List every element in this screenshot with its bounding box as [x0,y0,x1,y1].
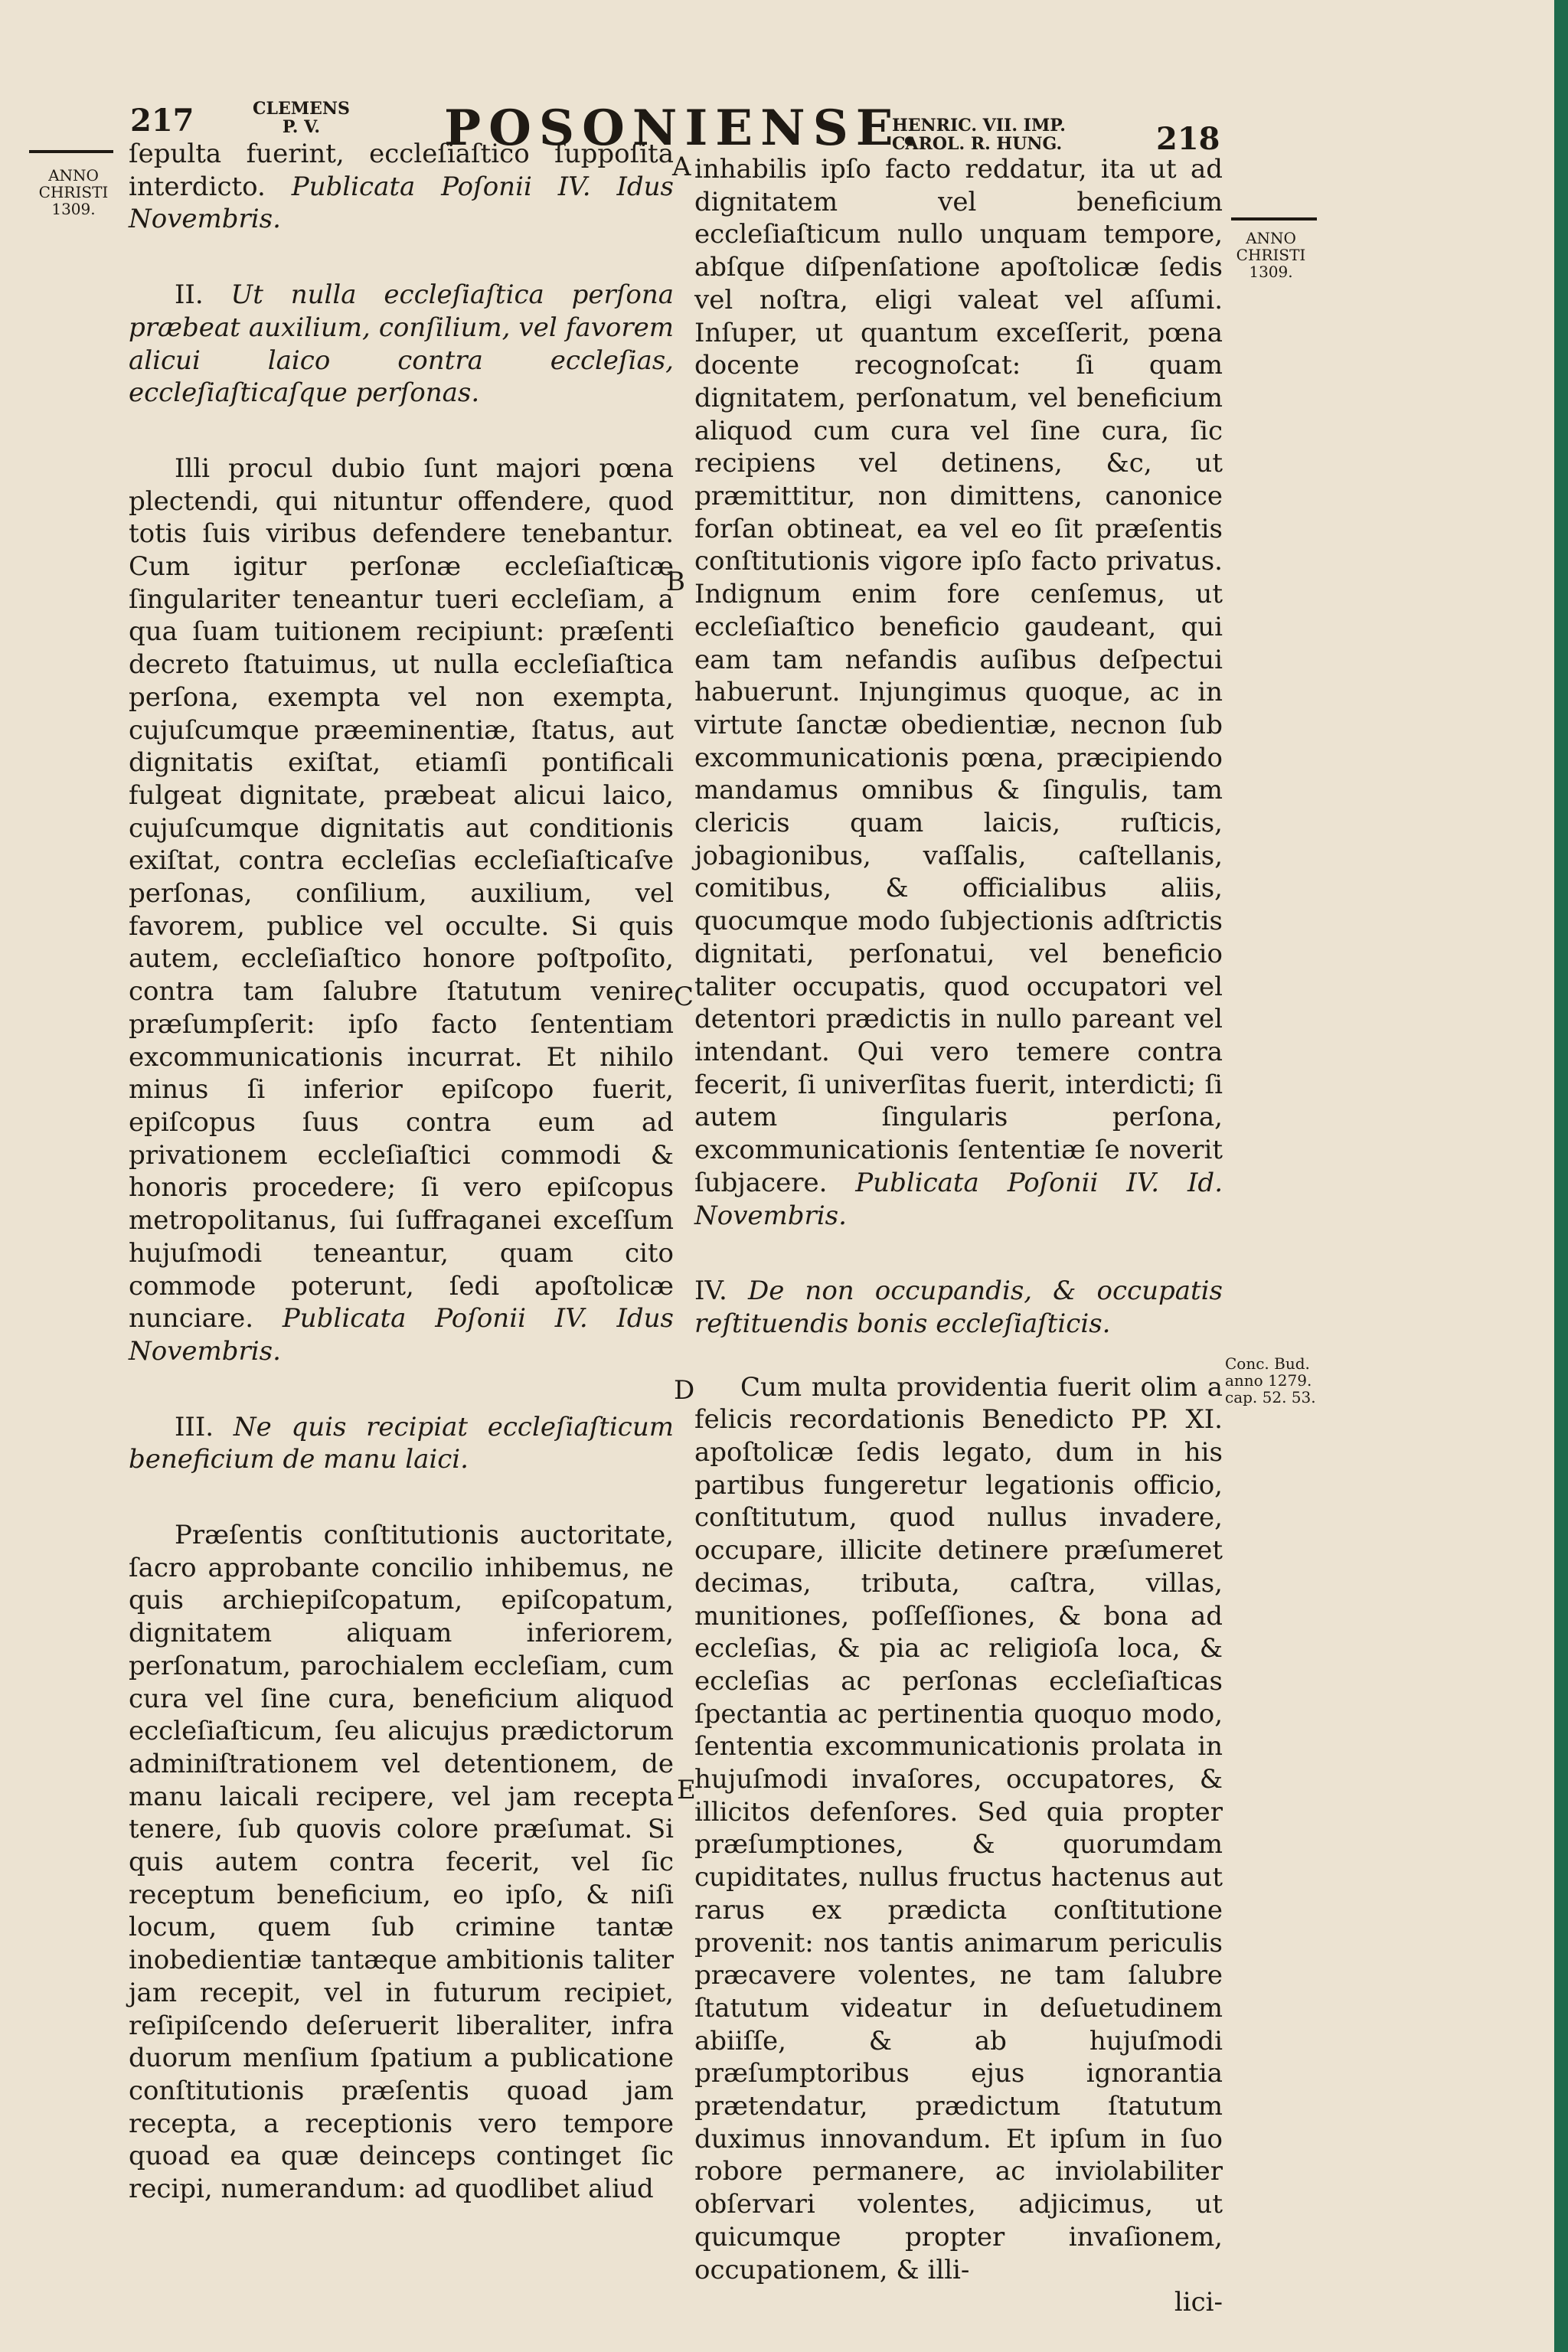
publication-note: Publicata Poſonii IV. Idus Novembris. [129,1303,675,1367]
margin-rule-right [1231,217,1317,220]
page-title: POSONIENSE. [444,100,926,157]
paragraph-continuation-text: ſepulta fuerint, eccleſiaſtico ſuppoſita interdicto. [129,139,674,202]
margin-rule-left [29,150,113,153]
paragraph-continuation [694,153,1223,1232]
paragraph-section-iii [129,1519,674,2206]
publication-note: Publicata Poſonii IV. Idus Novembris. [129,171,675,235]
section-letter-d: D [674,1375,695,1406]
margin-year-value-right: 1309. [1249,263,1293,281]
header-king: CAROL. R. HUNG. [892,134,1063,154]
publication-note: Publicata Poſonii IV. Id. Novembris. [694,1167,1223,1231]
paragraph-text: Præſentis conſtitutionis auctoritate, ſacro approbante concilio inhibemus, ne quis archiepiſcopatum, epiſcopatum, dignitatem aliquam inferiorem, perſonatum, parochialem eccleſiam, cum cura vel ſine cura, beneficium aliquod eccleſiaſticum, ſeu alicujus prædictorum adminiſtrationem vel detentionem, de manu laicali recipere, vel jam recepta tenere, ſub quovis colore præſumat. Si quis autem contra fecerit, vel ſic receptum beneficium, eo ipſo, & niſi locum, quem ſub crimine tantæ inobedientiæ tantæque ambitionis taliter jam recepit, vel in futurum recipiet, reſipiſcendo deſeruerit liberaliter, infra duorum menſium ſpatium a publicatione conſtitutionis præſentis quoad jam recepta, a receptionis vero tempore quoad ea quæ deinceps continget ſic recipi, numerandum: ad quodlibet aliud [129,1520,674,2205]
margin-year-left [28,167,119,217]
section-letter-c: C [674,982,694,1012]
paragraph-continuation [129,138,674,236]
section-title: De non occupandis, & occupatis reſtituendis bonis eccleſiaſticis. [694,1276,1223,1339]
paragraph-text: Cum multa providentia fuerit olim a felicis recordationis Benedicto PP. XI. apoſtolicæ ſedis legato, dum in his partibus fungeretur legationis officio, conſtitutum, quod nullus invadere, occupare, illicite detinere præſumeret decimas, tributa, caſtra, villas, munitiones, poſſeſſiones, & bona ad eccleſias, & pia ac religioſa loca, & eccleſias ac perſonas eccleſiaſticas ſpectantia ac pertinentia quoquo modo, ſententia excommunicationis prolata in hujuſmodi invaſores, occupatores, & illicitos defenſores. Sed quia propter præſumptiones, & quorumdam cupiditates, nullus fructus hactenus aut rarus ex prædicta conſtitutione provenit: nos tantis animarum periculis præcavere volentes, ne tam ſalubre ſtatutum videatur in deſuetudinem abiiſſe, & ab hujuſmodi præſumptoribus ejus ignorantia prætendatur, prædictum ſtatutum duximus innovandum. Et ipſum in ſuo robore permanere, ac inviolabiliter obſervari volentes, adjicimus, ut quicumque propter invaſionem, occupationem, & illi- [694,1371,1223,2285]
section-letter-e: E [677,1775,696,1805]
margin-ref-chapter: cap. 52. 53. [1225,1388,1316,1406]
header-pope-number: P. V. [282,117,320,137]
section-title: Ne quis recipiat eccleſiaſticum beneficium de manu laici. [129,1411,674,1475]
section-letter-b: B [666,567,685,597]
margin-year-right [1225,230,1317,280]
background-edge [1554,0,1568,2352]
paragraph-text: Illi procul dubio ſunt majori pœna plectendi, qui nituntur offendere, quod totis ſuis viribus defendere tenebantur. Cum igitur perſonæ eccleſiaſticæ ſingulariter teneantur tueri eccleſiam, a qua ſuam tuitionem recipiunt: præſenti decreto ſtatuimus, ut nulla eccleſiaſtica perſona, exempta vel non exempta, cujuſcumque præeminentiæ, ſtatus, aut dignitatis exiſtat, etiamſi pontificali fulgeat dignitate, præbeat alicui laico, cujuſcumque dignitatis aut conditionis exiſtat, contra eccleſias eccleſiaſticaſve perſonas, conſilium, auxilium, vel favorem, publice vel occulte. Si quis autem, eccleſiaſtico honore poſtpoſito, contra tam ſalubre ſtatutum venire præſumpſerit: ipſo facto ſententiam excommunicationis incurrat. Et nihilo minus ſi inferior epiſcopo fuerit, epiſcopus ſuus contra eum ad privationem eccleſiaſtici commodi & honoris procedere; ſi vero epiſcopus metropolitanus, ſui ſuffraganei exceſſum hujuſmodi teneantur, quam cito commode poterunt, ſedi apoſtolicæ nunciare. [129,452,674,1334]
right-column [694,153,1223,2319]
paragraph-text: inhabilis ipſo facto reddatur, ita ut ad dignitatem vel beneficium eccleſiaſticum nullo unquam tempore, abſque diſpenſatione apoſtolicæ ſedis vel noſtra, eligi valeat vel aſſumi. Inſuper, ut quantum exceſſerit, pœna docente recognoſcat: ſi quam dignitatem, perſonatum, vel beneficium aliquod cum cura vel ſine cura, ſic recipiens vel detinens, &c, ut præmittitur, non dimittens, canonice forſan obtineat, ea vel eo ſit præſentis conſtitutionis vigore ipſo facto privatus. Indignum enim fore cenſemus, ut eccleſiaſtico beneficio gaudeant, qui eam tam nefandis auſibus deſpectui habuerunt. Injungimus quoque, ac in virtute ſanctæ obedientiæ, necnon ſub excommunicationis pœna, præcipiendo mandamus omnibus & ſingulis, tam clericis quam laicis, ruſticis, jobagionibus, vaſſalis, caſtellanis, comitibus, & officialibus aliis, quocumque modo ſubjectionis adſtrictis dignitati, perſonatui, vel beneficio taliter occupatis, quod occupatori vel detentori prædictis in nullo pareant vel intendant. Qui vero temere contra fecerit, ſi univerſitas fuerit, interdicti; ſi autem ſingularis perſona, excommunicationis ſententiæ ſe noverit ſubjacere. [694,154,1223,1198]
section-heading-ii [129,279,674,410]
margin-ref-council: Conc. Bud. [1225,1354,1310,1373]
section-heading-iii [129,1411,674,1476]
margin-reference [1225,1355,1348,1406]
catchword: lici- [1174,2287,1223,2318]
left-column [129,138,674,2206]
margin-year-value-left: 1309. [51,200,96,218]
paragraph-section-ii [129,452,674,1368]
margin-anno-right: ANNO [1246,229,1296,247]
margin-christi-right: CHRISTI [1236,246,1306,264]
header-emperor: HENRIC. VII. IMP. [892,116,1066,136]
margin-ref-year: anno 1279. [1225,1371,1312,1390]
section-letter-a: A [672,152,691,182]
page-number-left: 217 [130,103,194,139]
section-number: II. [175,279,204,311]
header-pope-name: CLEMENS [253,99,350,119]
header-pope [253,100,350,136]
header-rulers [892,116,1066,153]
paragraph-section-iv [694,1371,1223,2287]
section-number: III. [175,1411,214,1442]
section-title: Ut nulla eccleſiaſtica perſona præbeat auxilium, conſilium, vel favorem alicui laico contra eccleſias, eccleſiaſticaſque perſonas. [129,279,674,409]
section-heading-iv [694,1275,1223,1340]
page-number-right: 218 [1156,121,1220,157]
margin-christi-left: CHRISTI [38,183,109,201]
margin-anno-left: ANNO [48,166,99,185]
section-number: IV. [694,1276,727,1307]
